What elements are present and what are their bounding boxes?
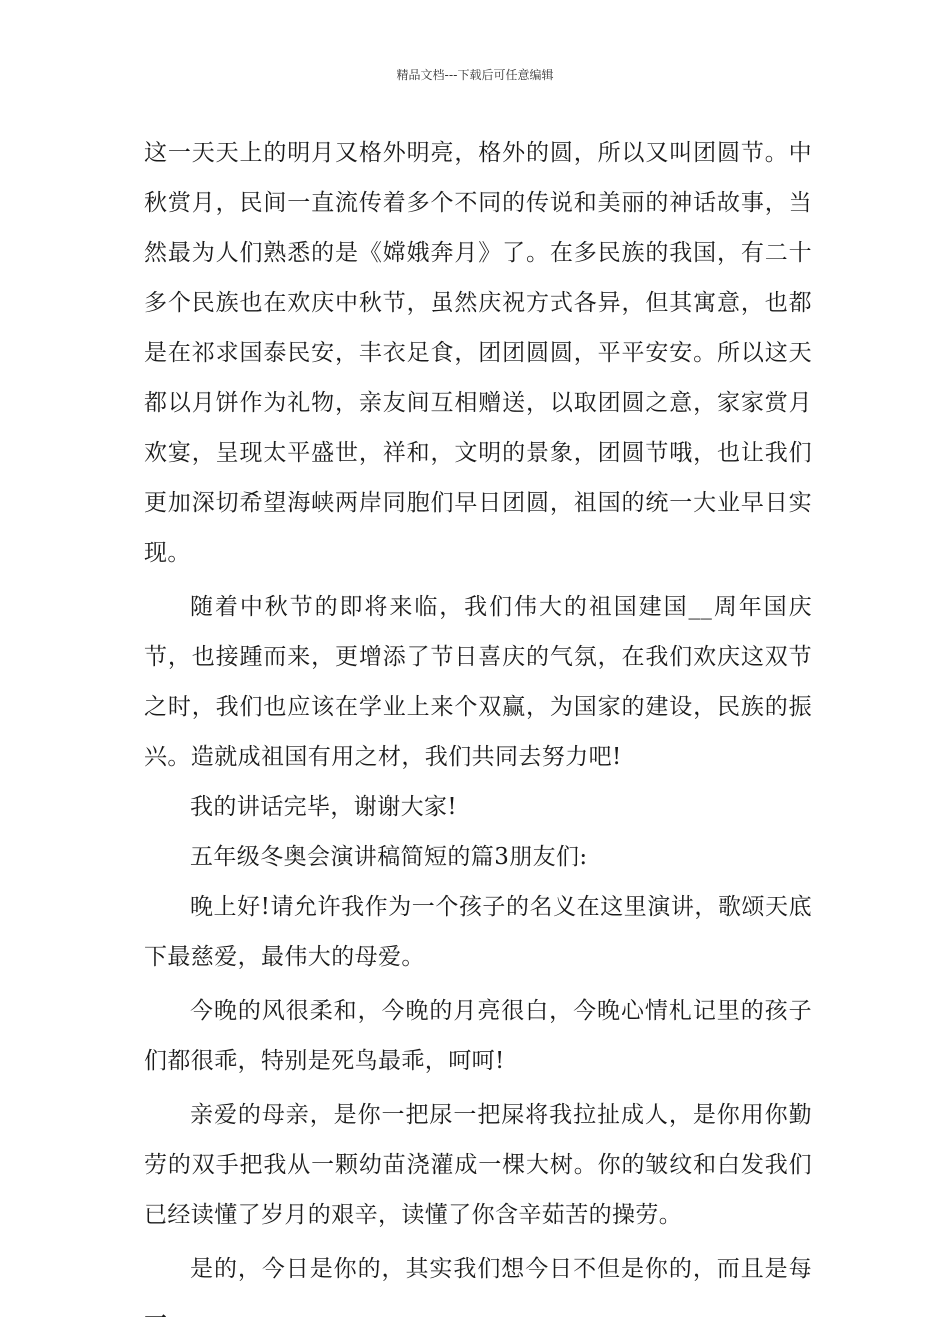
paragraph: 随着中秋节的即将来临，我们伟大的祖国建国__周年国庆节，也接踵而来，更增添了节日喜庆的气氛，在我们欢庆这双节之时，我们也应该在学业上来个双赢，为国家的建设，民族的振兴。造就成祖国有用之材，我们共同去努力吧! [144, 594, 812, 770]
document-body [144, 128, 812, 1344]
paragraph: 晚上好!请允许我作为一个孩子的名义在这里演讲，歌颂天底下最慈爱，最伟大的母爱。 [144, 894, 812, 970]
page-header: 精品文档---下载后可任意编辑 [396, 68, 554, 82]
paragraph: 这一天天上的明月又格外明亮，格外的圆，所以又叫团圆节。中秋赏月，民间一直流传着多个不同的传说和美丽的神话故事，当然最为人们熟悉的是《嫦娥奔月》了。在多民族的我国，有二十多个民族也在欢庆中秋节，虽然庆祝方式各异，但其寓意，也都是在祁求国泰民安，丰衣足食，团团圆圆，平平安安。所以这天都以月饼作为礼物，亲友间互相赠送，以取团圆之意，家家赏月欢宴，呈现太平盛世，祥和，文明的景象，团圆节哦，也让我们更加深切希望海峡两岸同胞们早日团圆，祖国的统一大业早日实现。 [144, 140, 812, 566]
paragraph: 我的讲话完毕，谢谢大家! [190, 794, 458, 820]
paragraph: 是的，今日是你的，其实我们想今日不但是你的，而且是每一 [144, 1256, 812, 1332]
paragraph: 今晚的风很柔和，今晚的月亮很白，今晚心情札记里的孩子们都很乖，特别是死鸟最乖，呵呵! [144, 998, 812, 1074]
paragraph: 五年级冬奥会演讲稿简短的篇3朋友们: [190, 844, 588, 870]
paragraph: 亲爱的母亲，是你一把尿一把屎将我拉扯成人，是你用你勤劳的双手把我从一颗幼苗浇灌成一棵大树。你的皱纹和白发我们已经读懂了岁月的艰辛，读懂了你含辛茹苦的操劳。 [144, 1102, 812, 1228]
